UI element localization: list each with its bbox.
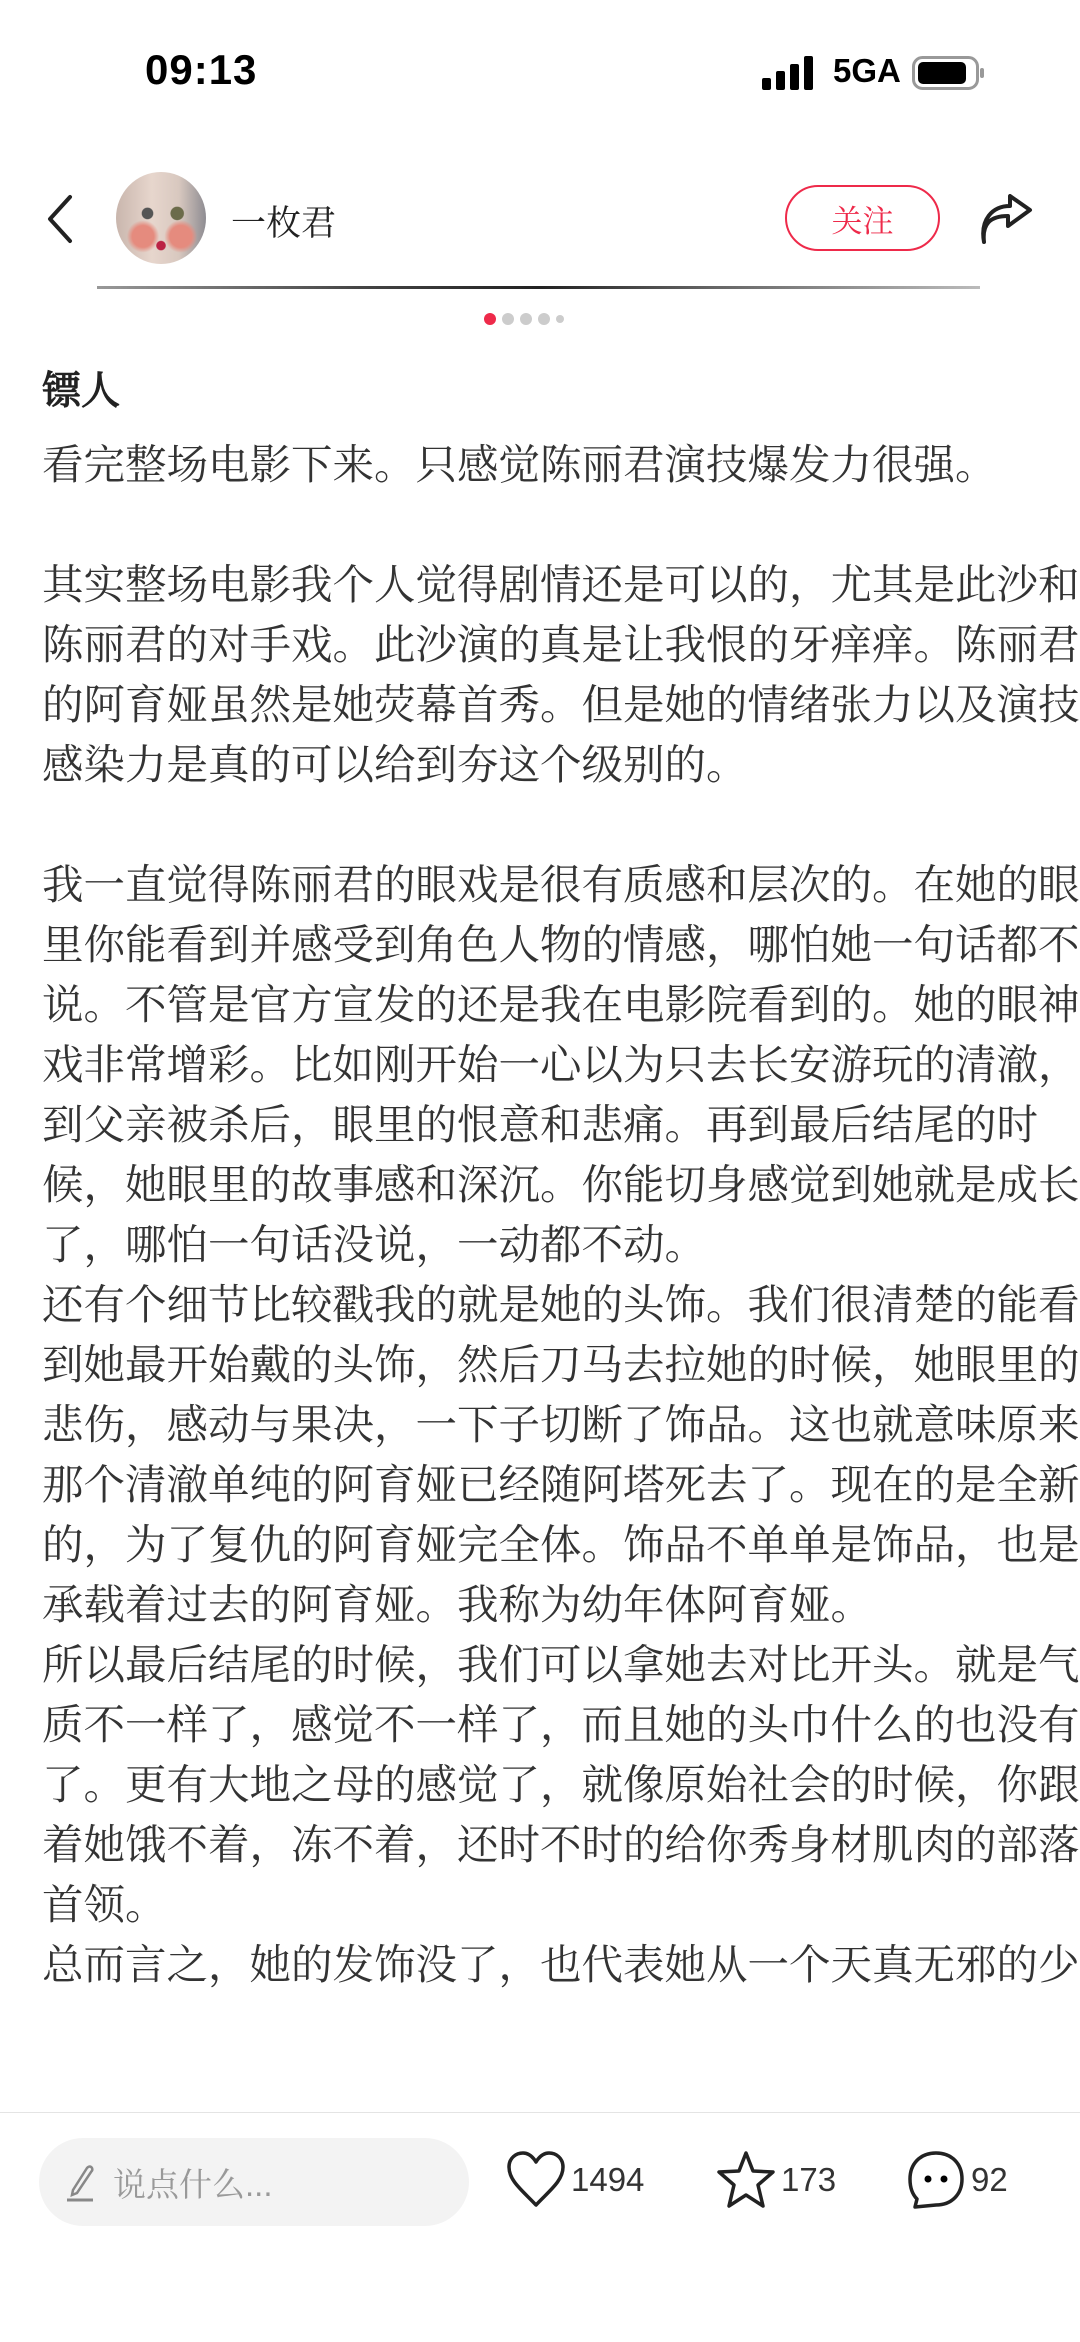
author-avatar[interactable] <box>116 172 206 264</box>
favorite-count: 173 <box>781 2161 837 2198</box>
post-text-line: 所以最后结尾的时候，我们可以拿她去对比开头。就是气 <box>42 1641 1080 1688</box>
post-text-line: 着她饿不着，冻不着，还时不时的给你秀身材肌肉的部落 <box>42 1821 1080 1868</box>
network-type: 5GA <box>833 52 901 89</box>
post-body <box>42 435 1080 1995</box>
star-icon <box>715 2149 777 2211</box>
pencil-icon <box>65 2162 95 2202</box>
share-icon[interactable] <box>978 194 1034 246</box>
post-text-line: 我一直觉得陈丽君的眼戏是很有质感和层次的。在她的眼 <box>42 861 1080 908</box>
post-text-line: 其实整场电影我个人觉得剧情还是可以的，尤其是此沙和 <box>42 561 1080 608</box>
back-icon[interactable] <box>44 194 76 244</box>
post-text-line: 戏非常增彩。比如刚开始一心以为只去长安游玩的清澈， <box>42 1041 1080 1088</box>
carousel-dot <box>556 315 564 323</box>
comment-placeholder: 说点什么... <box>113 2165 273 2203</box>
battery-icon <box>912 56 986 90</box>
signal-icon <box>762 56 816 90</box>
carousel-indicator <box>484 313 564 325</box>
carousel-dot <box>502 313 514 325</box>
comments-button[interactable] <box>905 2150 1008 2210</box>
carousel-dot <box>484 313 496 325</box>
like-count: 1494 <box>571 2161 645 2198</box>
status-time: 09:13 <box>145 46 258 93</box>
post-text-line: 首领。 <box>42 1881 167 1928</box>
post-text-line: 悲伤，感动与果决，一下子切断了饰品。这也就意味原来 <box>42 1401 1080 1448</box>
post-text-line: 承载着过去的阿育娅。我称为幼年体阿育娅。 <box>42 1581 873 1628</box>
post-text-line: 了。更有大地之母的感觉了，就像原始社会的时候，你跟 <box>42 1761 1080 1808</box>
comment-count: 92 <box>971 2161 1008 2198</box>
comment-input[interactable] <box>39 2138 469 2226</box>
post-text-line: 看完整场电影下来。只感觉陈丽君演技爆发力很强。 <box>42 441 997 488</box>
favorite-button[interactable] <box>715 2150 836 2210</box>
post-text-line: 还有个细节比较戳我的就是她的头饰。我们很清楚的能看 <box>42 1281 1080 1328</box>
post-text-line: 说。不管是官方宣发的还是我在电影院看到的。她的眼神 <box>42 981 1080 1028</box>
post-text-line: 陈丽君的对手戏。此沙演的真是让我恨的牙痒痒。陈丽君 <box>42 621 1080 668</box>
post-text-line: 候，她眼里的故事感和深沉。你能切身感觉到她就是成长 <box>42 1161 1080 1208</box>
post-text-line: 到她最开始戴的头饰，然后刀马去拉她的时候，她眼里的 <box>42 1341 1080 1388</box>
post-text-line: 的阿育娅虽然是她荧幕首秀。但是她的情绪张力以及演技 <box>42 681 1080 728</box>
heart-icon <box>505 2149 567 2211</box>
post-text-line: 质不一样了，感觉不一样了，而且她的头巾什么的也没有 <box>42 1701 1080 1748</box>
paragraph-spacer <box>42 795 1052 855</box>
post-text-line: 那个清澈单纯的阿育娅已经随阿塔死去了。现在的是全新 <box>42 1461 1080 1508</box>
post-text-line: 感染力是真的可以给到夯这个级别的。 <box>42 741 748 788</box>
post-text-line: 了，哪怕一句话没说，一动都不动。 <box>42 1221 707 1268</box>
post-text-line: 的，为了复仇的阿育娅完全体。饰品不单单是饰品，也是 <box>42 1521 1080 1568</box>
comment-bubble-icon <box>905 2149 967 2211</box>
author-name[interactable]: 一枚君 <box>231 204 337 243</box>
carousel-dot <box>538 313 550 325</box>
paragraph-spacer <box>42 495 1052 555</box>
follow-button[interactable]: 关注 <box>785 185 940 251</box>
post-text-line: 到父亲被杀后，眼里的恨意和悲痛。再到最后结尾的时 <box>42 1101 1039 1148</box>
post-text-line: 里你能看到并感受到角色人物的情感，哪怕她一句话都不 <box>42 921 1080 968</box>
post-title: 镖人 <box>42 370 121 413</box>
post-text-line: 总而言之，她的发饰没了，也代表她从一个天真无邪的少 <box>42 1941 1080 1988</box>
image-carousel-edge[interactable] <box>97 286 980 289</box>
like-button[interactable] <box>505 2150 644 2210</box>
carousel-dot <box>520 313 532 325</box>
